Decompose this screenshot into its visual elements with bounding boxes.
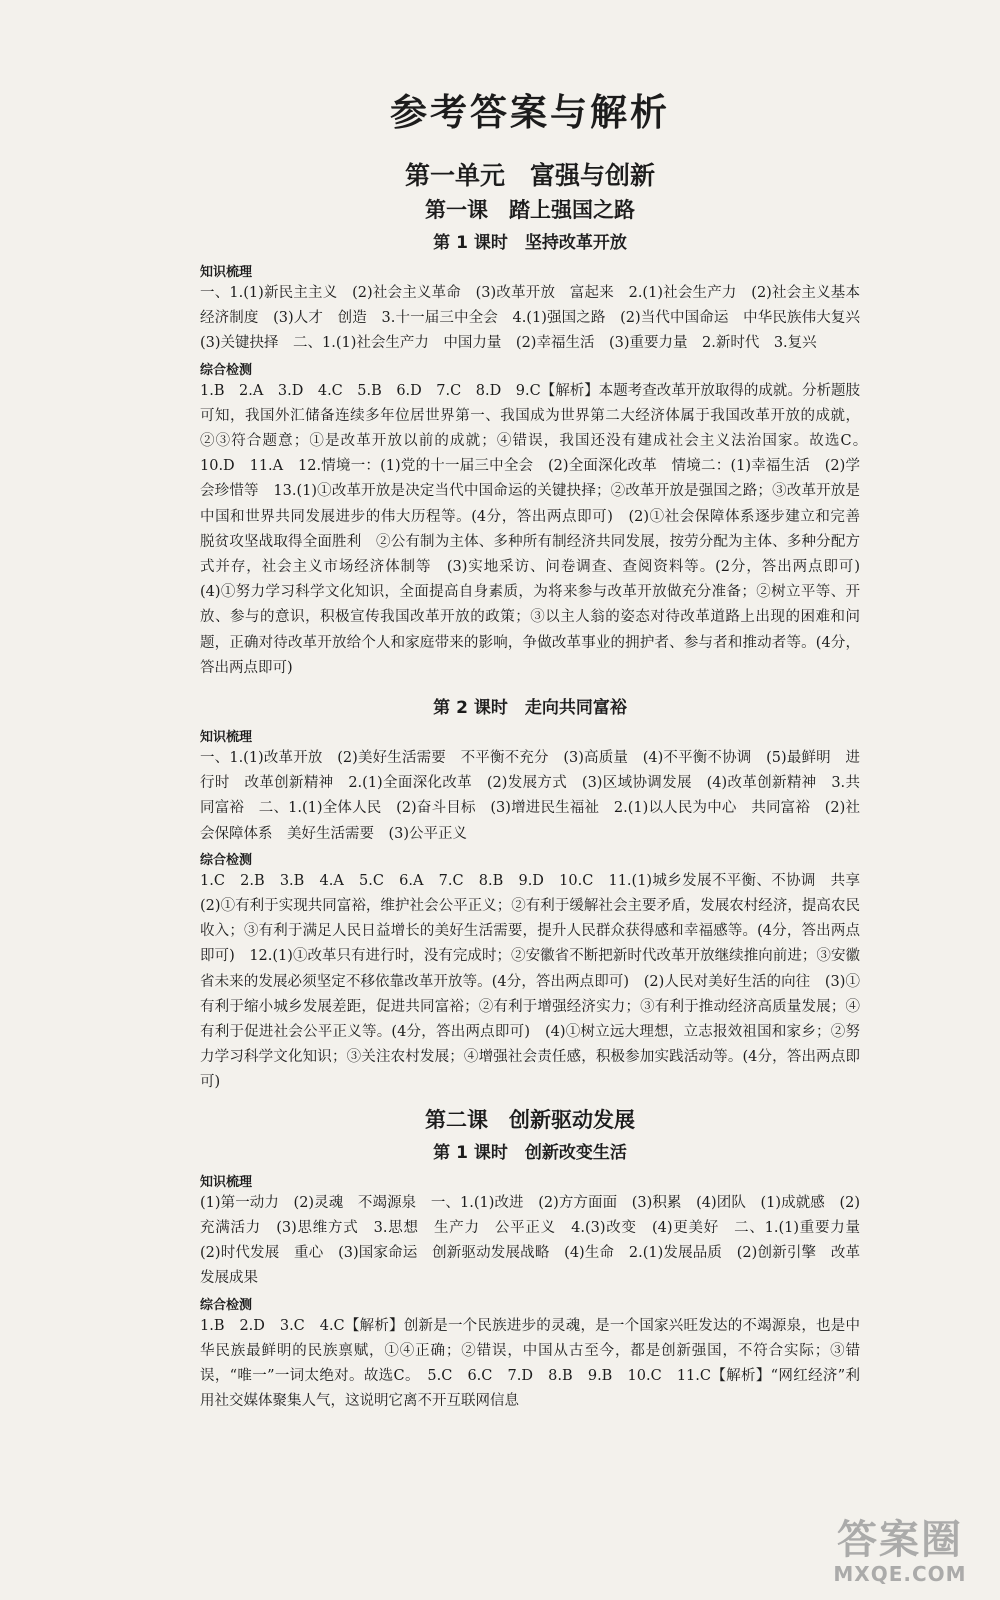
- unit-title: 第一单元 富强与创新: [404, 161, 655, 190]
- knowledge-answers: (1)第一动力 (2)灵魂 不竭源泉 一、1.(1)改进 (2)方方面面 (3)积累 (4)团队 (1)成就感 (2)充满活力 (3)思维方式 3.思想 生产力 公平正义 4.(3)改变 (4)更美好 二、1.(1)重要力量 (2)时代发展 重心 (3)国家命运 创新驱动发展战略 (4)生命 2.(1)发展品质 (2)创新引擎 改革发展成果: [200, 1194, 875, 1287]
- watermark-logo: [820, 1518, 980, 1586]
- section-label-knowledge: 知识梳理: [200, 1174, 253, 1190]
- watermark-text: 答案圈: [837, 1517, 963, 1563]
- section-label-test: 综合检测: [200, 852, 253, 868]
- test-answers: 1.B 2.A 3.D 4.C 5.B 6.D 7.C 8.D 9.C【解析】本题考查改革开放取得的成就。分析题肢可知，我国外汇储备连续多年位居世界第一、我国成为世界第二大经济体属于我国改革开放的成就，②③符合题意；①是改革开放以前的成就；④错误，我国还没有建成社会主义法治国家。故选C。 10.D 11.A 12.情境一：(1)党的十一届三中全会 (2)全面深化改革 情境二：(1)幸福生活 (2)学会珍惜等 13.(1)①改革开放是决定当代中国命运的关键抉择；②改革开放是强国之路；③改革开放是中国和世界共同发展进步的伟大历程等。(4分，答出两点即可) (2)①社会保障体系逐步建立和完善 脱贫攻坚战取得全面胜利 ②公有制为主体、多种所有制经济共同发展，按劳分配为主体、多种分配方式并存，社会主义市场经济体制等 (3)实地采访、问卷调查、查阅资料等。(2分，答出两点即可) (4)①努力学习科学文化知识，全面提高自身素质，为将来参与改革开放做充分准备；②树立平等、开放、参与的意识，积极宣传我国改革开放的政策；③以主人翁的姿态对待改革道路上出现的困难和问题，正确对待改革开放给个人和家庭带来的影响，争做改革事业的拥护者、参与者和推动者等。(4分，答出两点即可): [200, 382, 875, 676]
- test-answers: 1.B 2.D 3.C 4.C【解析】创新是一个民族进步的灵魂，是一个国家兴旺发达的不竭源泉，也是中华民族最鲜明的民族禀赋，①④正确；②错误，中国从古至今，都是创新强国，不符合实际；③错误，“唯一”一词太绝对。故选C。 5.C 6.C 7.D 8.B 9.B 10.C 11.C【解析】“网红经济”利用社交媒体聚集人气，这说明它离不开互联网信息: [200, 1317, 860, 1410]
- knowledge-answers: 一、1.(1)新民主主义 (2)社会主义革命 (3)改革开放 富起来 2.(1)社会生产力 (2)社会主义基本经济制度 (3)人才 创造 3.十一届三中全会 4.(1)强国之路 (2)当代中国命运 中华民族伟大复兴 (3)关键抉择 二、1.(1)社会生产力 中国力量 (2)幸福生活 (3)重要力量 2.新时代 3.复兴: [200, 285, 875, 352]
- period-title: 第 1 课时 创新改变生活: [433, 1142, 627, 1163]
- page-title: 参考答案与解析: [390, 91, 670, 134]
- section-label-test: 综合检测: [200, 362, 253, 378]
- knowledge-answers: 一、1.(1)改革开放 (2)美好生活需要 不平衡不充分 (3)高质量 (4)不平衡不协调 (5)最鲜明 进行时 改革创新精神 2.(1)全面深化改革 (2)发展方式 (3)区域协调发展 (4)改革创新精神 3.共同富裕 二、1.(1)全体人民 (2)奋斗目标 (3)增进民生福祉 2.(1)以人民为中心 共同富裕 (2)社会保障体系 美好生活需要 (3)公平正义: [200, 750, 860, 842]
- test-answers: 1.C 2.B 3.B 4.A 5.C 6.A 7.C 8.B 9.D 10.C 11.(1)城乡发展不平衡、不协调 共享 (2)①有利于实现共同富裕，维护社会公平正义；②有利于缓解社会主要矛盾，发展农村经济，提高农民收入；③有利于满足人民日益增长的美好生活需要，提升人民群众获得感和幸福感等。(4分，答出两点即可) 12.(1)①改革只有进行时，没有完成时；②安徽省不断把新时代改革开放继续推向前进；③安徽省未来的发展必须坚定不移依靠改革开放等。(4分，答出两点即可) (2)人民对美好生活的向往 (3)①有利于缩小城乡发展差距，促进共同富裕；②有利于增强经济实力；③有利于推动经济高质量发展；④有利于促进社会公平正义等。(4分，答出两点即可) (4)①树立远大理想，立志报效祖国和家乡；②努力学习科学文化知识；③关注农村发展；④增强社会责任感，积极参加实践活动等。(4分，答出两点即可): [200, 872, 875, 1091]
- section-label-test: 综合检测: [200, 1297, 253, 1313]
- section-label-knowledge: 知识梳理: [200, 265, 253, 280]
- section-label-knowledge: 知识梳理: [200, 730, 253, 746]
- answer-page: [200, 70, 875, 1416]
- period-title: 第 2 课时 走向共同富裕: [433, 698, 627, 719]
- watermark-url: MXQE.COM: [833, 1562, 967, 1586]
- lesson-title: 第二课 创新驱动发展: [425, 1107, 635, 1132]
- lesson-title: 第一课 踏上强国之路: [425, 198, 635, 222]
- period-title: 第 1 课时 坚持改革开放: [433, 233, 627, 253]
